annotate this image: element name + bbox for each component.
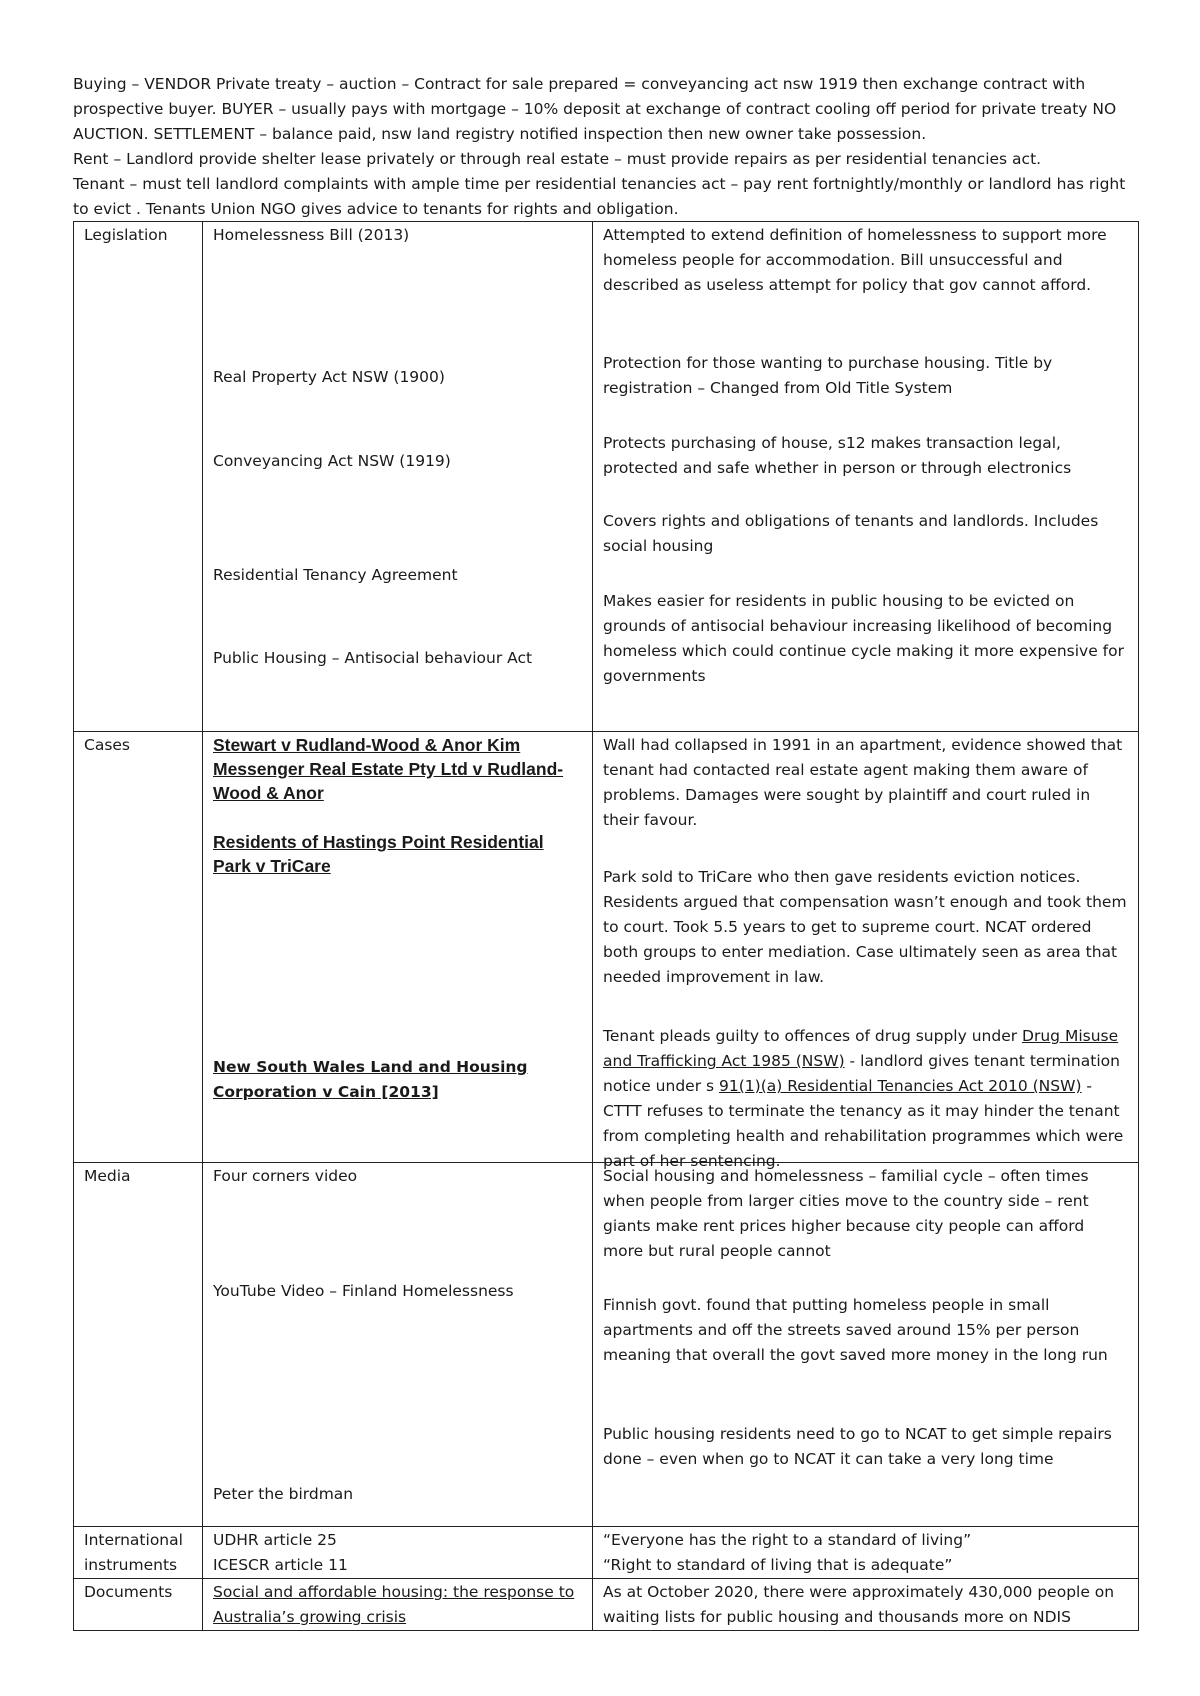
legislation-desc: Attempted to extend definition of homelessness to support more homeless people for accommodation. Bill unsuccessful and described as useless attempt for policy that gov cannot afford. (603, 226, 1107, 294)
intro-buying: Buying – VENDOR Private treaty – auction – Contract for sale prepared = conveyancing act nsw 1919 then exchange contract with prospective buyer. BUYER – usually pays with mortgage – 10% deposit at exchange of contract cooling off period for private treaty NO AUCTION. SETTLEMENT – balance paid, nsw land registry notified inspection then new owner take possession. (73, 75, 1117, 143)
legislation-title: Homelessness Bill (2013) (213, 226, 410, 244)
case-desc: Wall had collapsed in 1991 in an apartment, evidence showed that tenant had contacted real estate agent making them aware of problems. Damages were sought by plaintiff and court ruled in their favour. (603, 736, 1123, 829)
intro-rent: Rent – Landlord provide shelter lease privately or through real estate – must provide repairs as per residential tenancies act. (73, 150, 1042, 168)
legislation-title: Conveyancing Act NSW (1919) (213, 452, 451, 470)
media-desc: Public housing residents need to go to NCAT to get simple repairs done – even when go to NCAT it can take a very long time (603, 1425, 1112, 1468)
international-desc: “Everyone has the right to a standard of living” (603, 1531, 972, 1549)
cases-row (74, 732, 1139, 1163)
legislation-titles (203, 222, 593, 732)
cases-category: Cases (74, 732, 203, 1163)
case-title: Residents of Hastings Point Residential Park v TriCare (213, 832, 544, 876)
case-desc-text: - landlord gives tenant termination notice under s (603, 1052, 1120, 1095)
media-desc: Social housing and homelessness – familial cycle – often times when people from larger cities move to the country side – rent giants make rent prices higher because city people can afford more but rural people cannot (603, 1167, 1089, 1260)
international-desc: “Right to standard of living that is adequate” (603, 1556, 953, 1574)
legislation-title: Public Housing – Antisocial behaviour Act (213, 649, 533, 667)
international-category: International instruments (74, 1527, 203, 1579)
media-title: Peter the birdman (213, 1485, 354, 1503)
media-descriptions (593, 1163, 1139, 1527)
document-title-link[interactable]: Social and affordable housing: the response to Australia’s growing crisis (213, 1583, 575, 1626)
notes-table (73, 221, 1139, 1631)
international-title: UDHR article 25 (213, 1531, 337, 1549)
drug-misuse-act-link[interactable]: Drug Misuse and Trafficking Act 1985 (NSW) (603, 1027, 1119, 1070)
documents-category: Documents (74, 1579, 203, 1631)
international-titles (203, 1527, 593, 1579)
legislation-desc: Makes easier for residents in public housing to be evicted on grounds of antisocial behaviour increasing likelihood of becoming homeless which could continue cycle making it more expensive for governments (603, 592, 1124, 685)
documents-descriptions: As at October 2020, there were approximately 430,000 people on waiting lists for public housing and thousands more on NDIS (593, 1579, 1139, 1631)
legislation-desc: Covers rights and obligations of tenants and landlords. Includes social housing (603, 512, 1099, 555)
intro-notes (73, 72, 1143, 222)
residential-tenancies-act-link[interactable]: 91(1)(a) Residential Tenancies Act 2010 (NSW) (719, 1077, 1082, 1095)
case-desc: Park sold to TriCare who then gave residents eviction notices. Residents argued that compensation wasn’t enough and took them to court. Took 5.5 years to get to supreme court. NCAT ordered both groups to enter mediation. Case ultimately seen as area that needed improvement in law. (603, 868, 1127, 986)
media-desc: Finnish govt. found that putting homeless people in small apartments and off the streets saved around 15% per person meaning that overall the govt saved more money in the long run (603, 1296, 1108, 1364)
cases-descriptions (593, 732, 1139, 1170)
case-desc-text: Tenant pleads guilty to offences of drug supply under (603, 1027, 1023, 1045)
international-descriptions (593, 1527, 1139, 1579)
case-desc (603, 1024, 1128, 1174)
international-title: ICESCR article 11 (213, 1556, 348, 1574)
case-desc-text: - CTTT refuses to terminate the tenancy as it may hinder the tenant from completing health and rehabilitation programmes which were part of her sentencing. (603, 1077, 1124, 1170)
documents-row (74, 1579, 1139, 1631)
media-title: YouTube Video – Finland Homelessness (213, 1282, 514, 1300)
media-category: Media (74, 1163, 203, 1527)
case-title: Stewart v Rudland-Wood & Anor Kim Messenger Real Estate Pty Ltd v Rudland-Wood & Anor (213, 735, 564, 803)
legislation-descriptions (593, 222, 1139, 732)
legislation-title: Real Property Act NSW (1900) (213, 368, 445, 386)
media-titles (203, 1163, 593, 1527)
cases-titles (203, 732, 593, 1163)
intro-tenant: Tenant – must tell landlord complaints with ample time per residential tenancies act – pay rent fortnightly/monthly or landlord has right to evict . Tenants Union NGO gives advice to tenants for rights and obligation. (73, 175, 1126, 218)
media-title: Four corners video (213, 1167, 358, 1185)
legislation-desc: Protects purchasing of house, s12 makes transaction legal, protected and safe whether in person or through electronics (603, 434, 1072, 477)
legislation-category: Legislation (74, 222, 203, 732)
legislation-desc: Protection for those wanting to purchase housing. Title by registration – Changed from Old Title System (603, 354, 1053, 397)
legislation-row (74, 222, 1139, 732)
international-row (74, 1527, 1139, 1579)
documents-titles (203, 1579, 593, 1631)
case-title: New South Wales Land and Housing Corporation v Cain [2013] (213, 1058, 528, 1101)
legislation-title: Residential Tenancy Agreement (213, 566, 458, 584)
media-row (74, 1163, 1139, 1527)
